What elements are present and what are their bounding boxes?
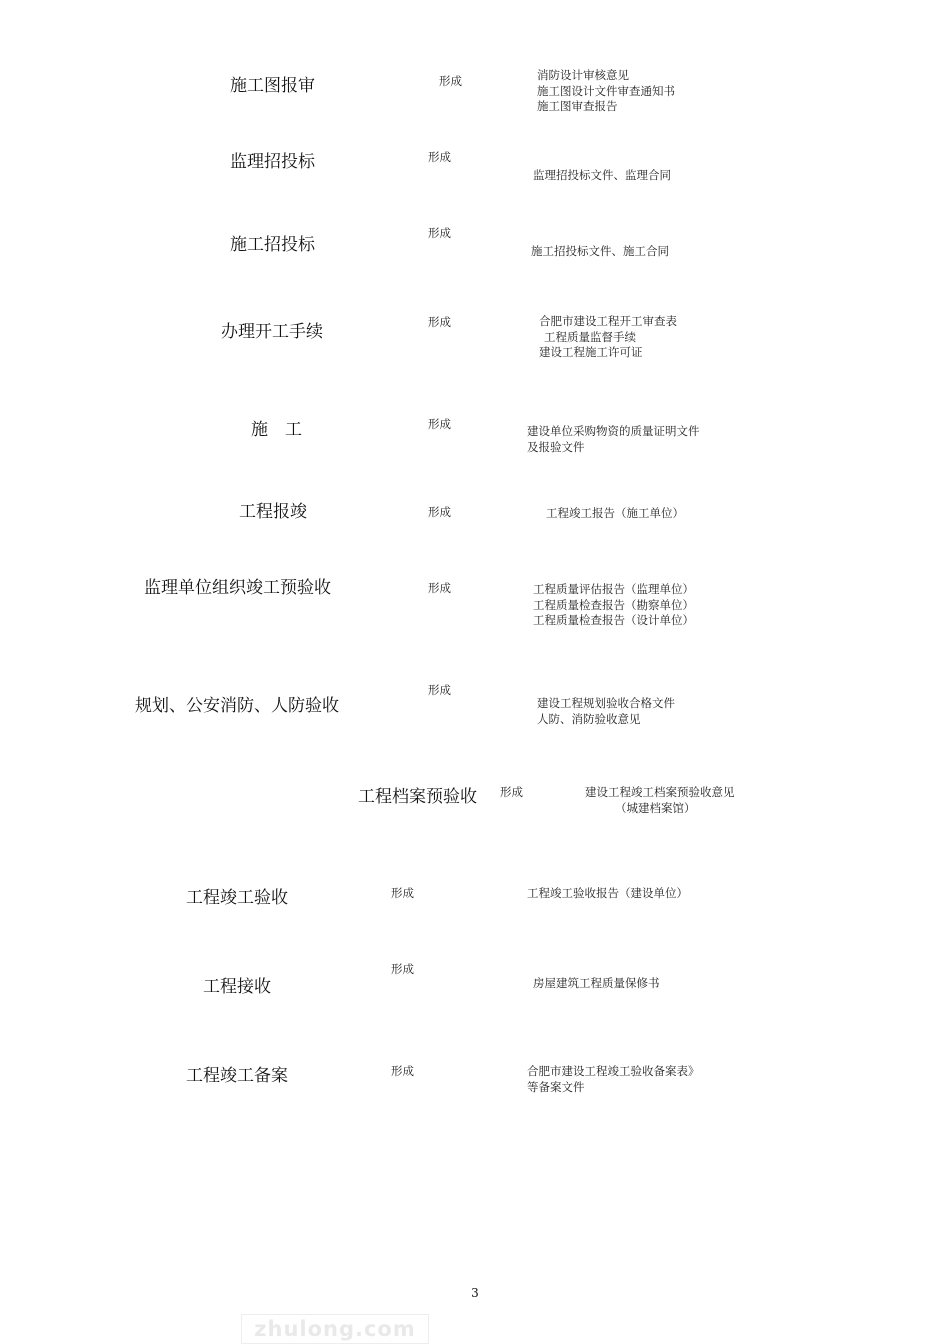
connector-label: 形成: [391, 1064, 414, 1078]
step-label-start-procedures: 办理开工手续: [221, 322, 323, 342]
connector-label: 形成: [428, 505, 451, 519]
document-item: 房屋建筑工程质量保修书: [533, 976, 660, 990]
step-label-construction-bidding: 施工招投标: [230, 235, 315, 255]
document-item: 建设工程规划验收合格文件: [537, 696, 675, 710]
connector-label: 形成: [428, 417, 451, 431]
document-list: [527, 886, 688, 902]
document-list: [546, 506, 684, 522]
document-item: 施工招投标文件、施工合同: [531, 244, 669, 258]
document-item: 工程竣工验收报告（建设单位）: [527, 886, 688, 900]
step-label-archive-pre-acceptance: 工程档案预验收: [358, 787, 477, 807]
document-item: 工程竣工报告（施工单位）: [546, 506, 684, 520]
document-list: [533, 582, 694, 629]
document-item: 人防、消防验收意见: [537, 711, 641, 726]
connector-label: 形成: [428, 226, 451, 240]
step-label-completion-report: 工程报竣: [239, 502, 307, 522]
document-item: 合肥市建设工程开工审查表: [539, 314, 677, 328]
step-label-supervision-pre-acceptance: 监理单位组织竣工预验收: [144, 578, 331, 598]
connector-label: 形成: [391, 962, 414, 976]
step-label-planning-fire-civil-defense-acceptance: 规划、公安消防、人防验收: [135, 696, 339, 716]
connector-label: 形成: [428, 683, 451, 697]
document-item: 监理招投标文件、监理合同: [533, 168, 671, 182]
step-label-construction: 施 工: [251, 420, 302, 440]
connector-label: 形成: [391, 886, 414, 900]
document-list: [527, 1064, 700, 1095]
document-list: [527, 424, 700, 455]
document-item: 等备案文件: [527, 1079, 585, 1094]
step-label-completion-acceptance: 工程竣工验收: [186, 888, 288, 908]
document-list: [585, 785, 735, 816]
step-label-construction-drawing-review: 施工图报审: [230, 76, 315, 96]
document-item: 工程质量监督手续: [544, 329, 636, 344]
document-list: [539, 314, 677, 361]
connector-label: 形成: [428, 150, 451, 164]
document-item: （城建档案馆）: [615, 800, 696, 815]
step-label-supervision-bidding: 监理招投标: [230, 152, 315, 172]
document-list: [537, 696, 675, 727]
connector-label: 形成: [428, 581, 451, 595]
connector-label: 形成: [500, 785, 523, 799]
document-item: 消防设计审核意见: [537, 68, 629, 82]
document-item: 工程质量检查报告（勘察单位）: [533, 597, 694, 612]
document-item: 施工图设计文件审查通知书: [537, 83, 675, 98]
connector-label: 形成: [439, 74, 462, 88]
page-number: 3: [471, 1286, 479, 1300]
document-list: [533, 168, 671, 184]
step-label-project-handover: 工程接收: [203, 977, 271, 997]
connector-label: 形成: [428, 315, 451, 329]
document-item: 及报验文件: [527, 439, 585, 454]
document-item: 合肥市建设工程竣工验收备案表》: [527, 1064, 700, 1078]
document-list: [537, 68, 675, 115]
document-item: 建设工程施工许可证: [539, 345, 643, 359]
document-item: 建设单位采购物资的质量证明文件: [527, 424, 700, 438]
document-item: 建设工程竣工档案预验收意见: [585, 785, 735, 799]
document-item: 施工图审查报告: [537, 99, 618, 113]
document-item: 工程质量检查报告（设计单位）: [533, 613, 694, 627]
watermark-logo: zhulong.com: [241, 1314, 429, 1344]
document-list: [531, 244, 669, 260]
step-label-completion-filing: 工程竣工备案: [186, 1066, 288, 1086]
document-list: [533, 976, 660, 992]
document-item: 工程质量评估报告（监理单位）: [533, 582, 694, 596]
